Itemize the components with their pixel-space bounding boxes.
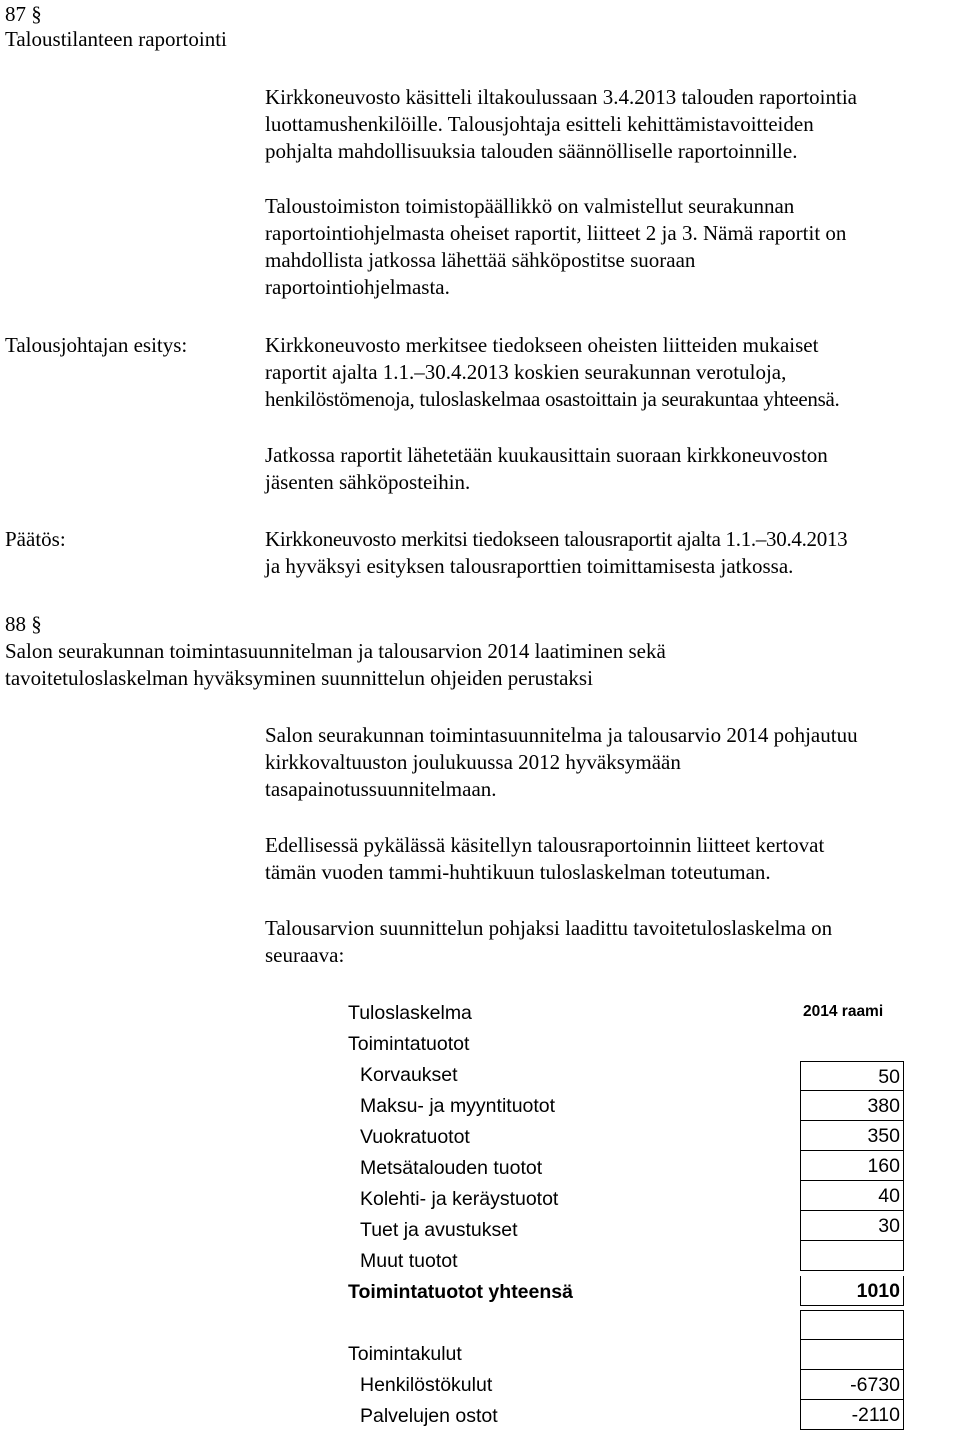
s87-para1-line2: luottamushenkilöille. Talousjohtaja esitteli kehittämistavoitteiden [265,112,814,136]
table-empty-cell [800,1310,904,1340]
s88-para3-line2: seuraava: [265,943,345,967]
section-88-title-line1: Salon seurakunnan toimintasuunnitelman ja talousarvion 2014 laatiminen sekä [5,639,666,663]
section-88-number: 88 § [5,612,42,636]
s88-para2-line1: Edellisessä pykälässä käsitellyn talousraportoinnin liitteet kertovat [265,833,825,857]
table-row-label: Henkilöstökulut [360,1374,493,1396]
proposal-line3: henkilöstömenoja, tuloslaskelmaa osastoittain ja seurakuntaa yhteensä. [265,387,840,411]
table-row-label: Kolehti- ja keräystuotot [360,1188,559,1210]
table-empty-cell [800,1340,904,1370]
table-total-value: 1010 [800,1276,904,1306]
table-row-value: 350 [800,1121,904,1151]
decision-line2: ja hyväksyi esityksen talousraporttien toimittamisesta jatkossa. [265,554,794,578]
table-row-label: Palvelujen ostot [360,1405,498,1427]
s88-para1-line1: Salon seurakunnan toimintasuunnitelma ja talousarvio 2014 pohjautuu [265,723,858,747]
s87-para1-line3: pohjalta mahdollisuuksia talouden säännölliselle raportoinnille. [265,139,798,163]
table-row-value: -2110 [800,1400,904,1430]
s87-para2-line3: mahdollista jatkossa lähettää sähköpostitse suoraan [265,248,696,272]
decision-label: Päätös: [5,527,66,551]
s88-para3-line1: Talousarvion suunnittelun pohjaksi laadittu tavoitetuloslaskelma on [265,916,833,940]
table-row-label: Tuet ja avustukset [360,1219,518,1241]
section-88-title-line2: tavoitetuloslaskelman hyväksyminen suunnittelun ohjeiden perustaksi [5,666,593,690]
table-row-label: Maksu- ja myyntituotot [360,1095,556,1117]
table-row-value: 40 [800,1181,904,1211]
table-group-income: Toimintatuotot [348,1033,470,1055]
proposal2-line2: jäsenten sähköposteihin. [265,470,471,494]
s87-para2-line4: raportointiohjelmasta. [265,275,450,299]
table-group-expenses: Toimintakulut [348,1343,462,1365]
section-87-title: Taloustilanteen raportointi [5,27,227,51]
proposal-line1: Kirkkoneuvosto merkitsee tiedokseen oheisten liitteiden mukaiset [265,333,819,357]
proposal-line2: raportit ajalta 1.1.–30.4.2013 koskien seurakunnan verotuloja, [265,360,787,384]
decision-line1: Kirkkoneuvosto merkitsi tiedokseen talousraportit ajalta 1.1.–30.4.2013 [265,527,848,551]
s88-para2-line2: tämän vuoden tammi-huhtikuun tuloslaskelman toteutuman. [265,860,771,884]
table-row-value: 30 [800,1211,904,1241]
section-87-number: 87 § [5,2,42,26]
table-row-label: Muut tuotot [360,1250,458,1272]
table-total-label: Toimintatuotot yhteensä [348,1281,573,1303]
s88-para1-line2: kirkkovaltuuston joulukuussa 2012 hyväksymään [265,750,681,774]
s87-para1-line1: Kirkkoneuvosto käsitteli iltakoulussaan 3.4.2013 talouden raportointia [265,85,857,109]
table-row-label: Vuokratuotot [360,1126,470,1148]
s87-para2-line2: raportointiohjelmasta oheiset raportit, liitteet 2 ja 3. Nämä raportit on [265,221,847,245]
proposal-label: Talousjohtajan esitys: [5,333,188,357]
table-row-value [800,1241,904,1271]
table-row-value: 50 [800,1061,904,1091]
table-column-header: 2014 raami [803,1003,884,1020]
s88-para1-line3: tasapainotussuunnitelmaan. [265,777,497,801]
table-row-label: Korvaukset [360,1064,458,1086]
s87-para2-line1: Taloustoimiston toimistopäällikkö on valmistellut seurakunnan [265,194,795,218]
table-row-label: Metsätalouden tuotot [360,1157,543,1179]
table-row-value: -6730 [800,1370,904,1400]
proposal2-line1: Jatkossa raportit lähetetään kuukausittain suoraan kirkkoneuvoston [265,443,828,467]
table-title: Tuloslaskelma [348,1002,472,1024]
table-row-value: 160 [800,1151,904,1181]
table-row-value: 380 [800,1091,904,1121]
